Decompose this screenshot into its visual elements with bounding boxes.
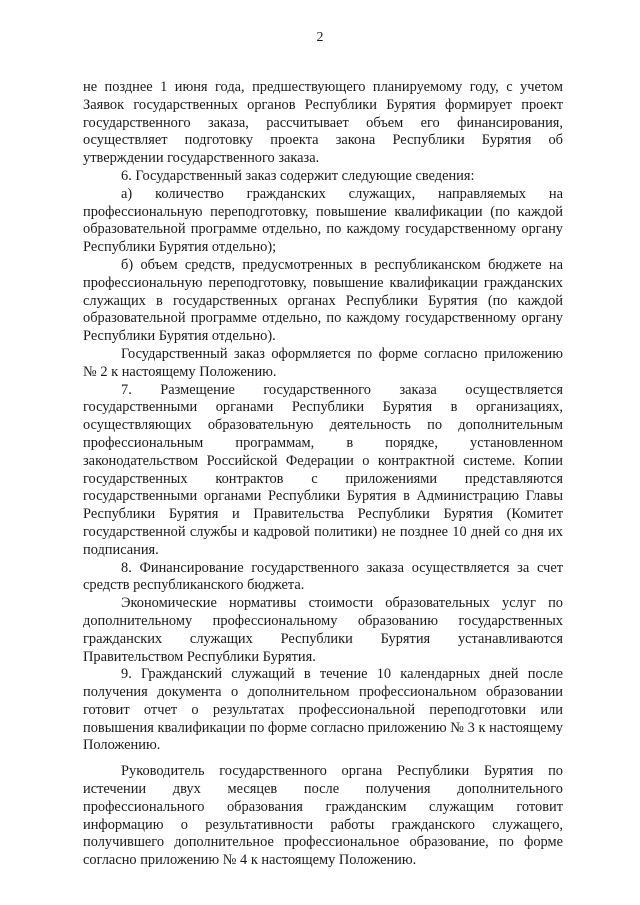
document-body [83, 79, 563, 870]
paragraph-head-report: Руководитель государственного органа Республики Бурятия по истечении двух месяцев после получения дополнительного профессионального образования гражданским служащим готовит информацию о результативности работы гражданского служащего, получившего дополнительное профессиональное образование, по форме согласно приложению № 4 к настоящему Положению. [83, 763, 563, 869]
page-number: 2 [316, 30, 324, 45]
paragraph-item-8: 8. Финансирование государственного заказа осуществляется за счет средств республиканского бюджета. [83, 559, 563, 594]
paragraph-form-note: Государственный заказ оформляется по форме согласно приложению № 2 к настоящему Положению. [83, 345, 563, 380]
paragraph-continuation: не позднее 1 июня года, предшествующего планируемому году, с учетом Заявок государственных органов Республики Бурятия формирует проект государственного заказа, рассчитывает объем его финансирования, осуществляет подготовку проекта закона Республики Бурятия об утверждении государственного заказа. [83, 79, 563, 167]
paragraph-item-9: 9. Гражданский служащий в течение 10 календарных дней после получения документа о дополнительном профессиональном образовании готовит отчет о результатах профессиональной переподготовки или повышения квалификации по форме согласно приложению № 3 к настоящему Положению. [83, 666, 563, 754]
paragraph-economic-norms: Экономические нормативы стоимости образовательных услуг по дополнительному профессиональному образованию государственных гражданских служащих Республики Бурятия устанавливаются Правительством Республики Бурятия. [83, 595, 563, 665]
paragraph-item-6: 6. Государственный заказ содержит следующие сведения: [121, 167, 475, 184]
paragraph-item-6a: а) количество гражданских служащих, направляемых на профессиональную переподготовку, повышение квалификации (по каждой образовательной программе отдельно, по каждому государственному органу Республики Бурятия отдельно); [83, 185, 563, 256]
paragraph-item-6b: б) объем средств, предусмотренных в республиканском бюджете на профессиональную переподготовку, повышение квалификации гражданских служащих в государственных органах Республики Бурятия (по каждой образовательной программе отдельно, по каждому государственному органу Республики Бурятия отдельно). [83, 256, 563, 345]
paragraph-item-7: 7. Размещение государственного заказа осуществляется государственными органами Республики Бурятия в организациях, осуществляющих образовательную деятельность по дополнительным профессиональным программам, в порядке, установленном законодательством Российской Федерации о контрактной системе. Копии государственных контрактов с приложениями представляются государственными органами Республики Бурятия в Администрацию Главы Республики Бурятия и Правительства Республики Бурятия (Комитет государственной службы и кадровой политики) не позднее 10 дней со дня их подписания. [83, 381, 563, 558]
